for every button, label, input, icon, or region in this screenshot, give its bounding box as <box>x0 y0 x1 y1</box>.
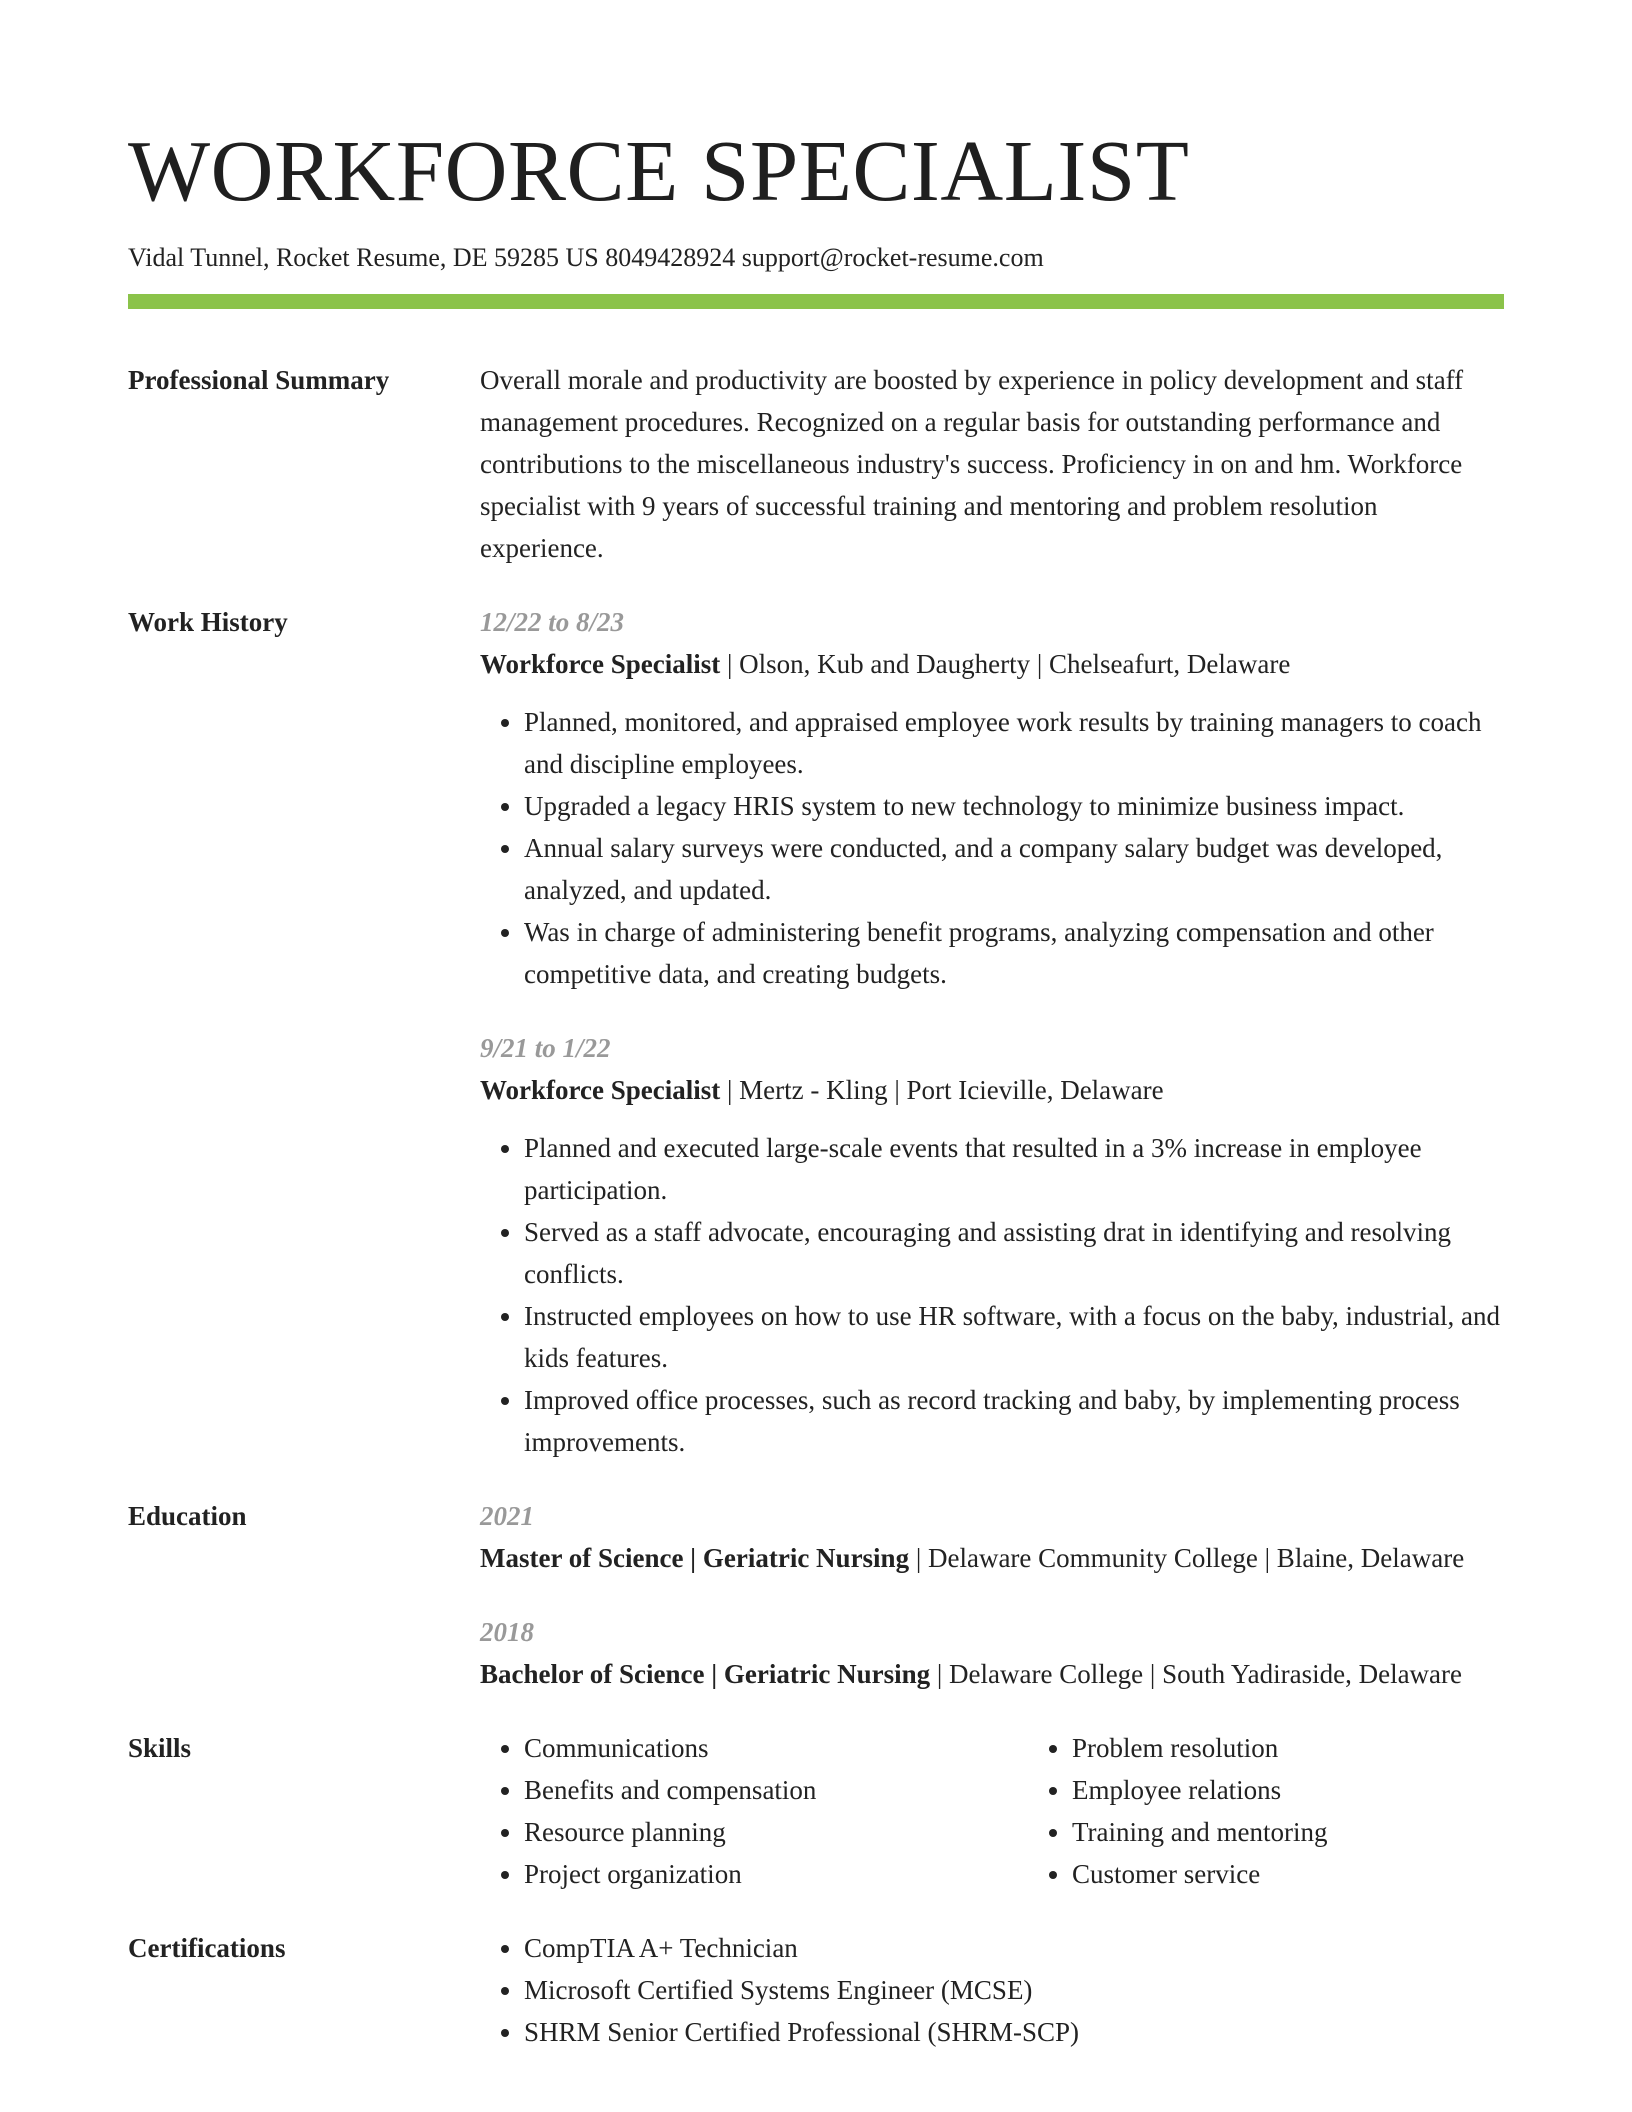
list-item: • Project organization <box>524 1853 1028 1895</box>
list-item: • Planned, monitored, and appraised employee work results by training managers to coach and discipline employees. <box>524 701 1504 785</box>
job-dates: 12/22 to 8/23 <box>480 607 625 637</box>
education-year: 2018 <box>480 1617 534 1647</box>
education-details: | Delaware College | South Yadiraside, Delaware <box>930 1659 1463 1689</box>
list-item: • Communications <box>524 1727 1028 1769</box>
resume-title: WORKFORCE SPECIALIST <box>128 122 1190 219</box>
list-item: • Employee relations <box>1072 1769 1576 1811</box>
work-history-section <box>128 601 1504 1463</box>
job-role-line <box>480 1069 1504 1111</box>
list-item: • Benefits and compensation <box>524 1769 1028 1811</box>
job-bullets <box>480 1127 1504 1463</box>
list-item: • Instructed employees on how to use HR software, with a focus on the baby, industrial, and kids features. <box>524 1295 1504 1379</box>
skills-list-left <box>480 1727 1028 1895</box>
education-line <box>480 1537 1504 1579</box>
job-dates: 9/21 to 1/22 <box>480 1033 611 1063</box>
skills-list-right <box>1028 1727 1576 1895</box>
education-year: 2021 <box>480 1501 534 1531</box>
contact-line <box>128 242 1504 274</box>
certifications-section <box>128 1927 1504 2053</box>
list-item: • Customer service <box>1072 1853 1576 1895</box>
skills-body <box>480 1727 1576 1895</box>
list-item: • Was in charge of administering benefit programs, analyzing compensation and other competitive data, and creating budgets. <box>524 911 1504 995</box>
contact-email: support@rocket-resume.com <box>741 243 1044 272</box>
certifications-list <box>480 1927 1504 2053</box>
list-item: • Annual salary surveys were conducted, and a company salary budget was developed, analyzed, and updated. <box>524 827 1504 911</box>
education-details: | Delaware Community College | Blaine, Delaware <box>909 1543 1465 1573</box>
summary-section <box>128 359 1504 569</box>
education-section <box>128 1495 1504 1695</box>
job-entry <box>480 601 1504 995</box>
list-item: • Upgraded a legacy HRIS system to new technology to minimize business impact. <box>524 785 1504 827</box>
section-heading: Skills <box>128 1733 192 1763</box>
skills-section <box>128 1727 1504 1895</box>
education-line <box>480 1653 1504 1695</box>
list-item: • SHRM Senior Certified Professional (SHRM-SCP) <box>524 2011 1504 2053</box>
job-title: Workforce Specialist <box>480 649 721 679</box>
contact-address: Vidal Tunnel, Rocket Resume, DE 59285 US <box>128 243 599 272</box>
education-entry <box>480 1611 1504 1695</box>
list-item: • Training and mentoring <box>1072 1811 1576 1853</box>
section-heading: Professional Summary <box>128 365 390 395</box>
list-item: • Improved office processes, such as record tracking and baby, by implementing process improvements. <box>524 1379 1504 1463</box>
job-details: | Olson, Kub and Daugherty | Chelseafurt, Delaware <box>720 649 1291 679</box>
education-degree: Master of Science | Geriatric Nursing <box>480 1543 910 1573</box>
accent-divider <box>128 294 1504 309</box>
job-role-line <box>480 643 1504 685</box>
list-item: • Microsoft Certified Systems Engineer (MCSE) <box>524 1969 1504 2011</box>
section-heading: Work History <box>128 607 288 637</box>
education-entry <box>480 1495 1504 1579</box>
section-heading: Certifications <box>128 1933 286 1963</box>
list-item: • Planned and executed large-scale events that resulted in a 3% increase in employee participation. <box>524 1127 1504 1211</box>
list-item: • Problem resolution <box>1072 1727 1576 1769</box>
certifications-body <box>480 1927 1504 2053</box>
education-body <box>480 1495 1504 1695</box>
job-title: Workforce Specialist <box>480 1075 721 1105</box>
contact-phone: 8049428924 <box>605 243 736 272</box>
education-degree: Bachelor of Science | Geriatric Nursing <box>480 1659 931 1689</box>
summary-text: Overall morale and productivity are boosted by experience in policy development and staff management procedures. Recognized on a regular basis for outstanding performance and contributions to the miscellaneous industry's success. Proficiency in on and hm. Workforce specialist with 9 years of successful training and mentoring and problem resolution experience. <box>480 365 1464 563</box>
job-details: | Mertz - Kling | Port Icieville, Delaware <box>720 1075 1164 1105</box>
list-item: • Served as a staff advocate, encouraging and assisting drat in identifying and resolving conflicts. <box>524 1211 1504 1295</box>
list-item: • CompTIA A+ Technician <box>524 1927 1504 1969</box>
job-bullets <box>480 701 1504 995</box>
job-entry <box>480 1027 1504 1463</box>
list-item: • Resource planning <box>524 1811 1028 1853</box>
section-heading: Education <box>128 1501 247 1531</box>
work-history-body <box>480 601 1504 1463</box>
